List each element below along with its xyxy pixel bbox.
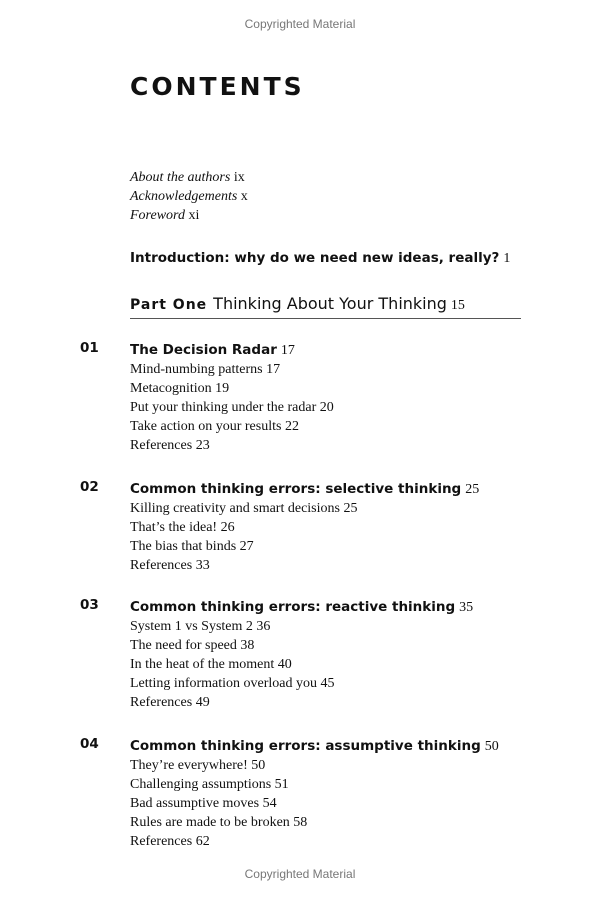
chapter-01 xyxy=(80,340,540,455)
toc-entry: References 49 xyxy=(130,695,210,710)
chapter-number: 04 xyxy=(80,736,99,752)
toc-entry: Metacognition 19 xyxy=(130,381,230,396)
toc-entry: References 62 xyxy=(130,834,210,849)
toc-entry: In the heat of the moment 40 xyxy=(130,657,292,672)
toc-entry: Killing creativity and smart decisions 25 xyxy=(130,501,358,516)
toc-entry: Take action on your results 22 xyxy=(130,419,299,434)
chapter-04 xyxy=(80,736,540,851)
toc-entry: References 33 xyxy=(130,558,210,573)
toc-entry: They’re everywhere! 50 xyxy=(130,758,266,773)
chapter-title: Common thinking errors: assumptive thinking 50 xyxy=(130,738,499,754)
toc-entry: Put your thinking under the radar 20 xyxy=(130,400,334,415)
intro-entry: Introduction: why do we need new ideas, really? 1 xyxy=(130,250,511,266)
chapter-number: 03 xyxy=(80,597,99,613)
toc-entry: Challenging assumptions 51 xyxy=(130,777,289,792)
chapter-title: The Decision Radar 17 xyxy=(130,342,295,358)
watermark-bottom: Copyrighted Material xyxy=(244,867,356,881)
toc-entry: Foreword xi xyxy=(130,208,200,223)
chapter-title: Common thinking errors: selective thinking 25 xyxy=(130,481,480,497)
toc-entry: System 1 vs System 2 36 xyxy=(130,619,271,634)
toc-entry: Mind-numbing patterns 17 xyxy=(130,362,281,377)
chapter-02 xyxy=(80,479,540,575)
chapter-03 xyxy=(80,597,540,712)
front-matter xyxy=(130,168,248,225)
page-title: CONTENTS xyxy=(130,72,305,101)
chapter-title: Common thinking errors: reactive thinking 35 xyxy=(130,599,474,615)
toc-entry: That’s the idea! 26 xyxy=(130,520,235,535)
watermark-top: Copyrighted Material xyxy=(244,17,356,31)
toc-entry: Acknowledgements x xyxy=(130,189,248,204)
part-heading: Part One Thinking About Your Thinking 15 xyxy=(130,294,521,319)
toc-entry: About the authors ix xyxy=(130,170,245,185)
toc-entry: Bad assumptive moves 54 xyxy=(130,796,277,811)
toc-entry: Letting information overload you 45 xyxy=(130,676,335,691)
toc-entry: Rules are made to be broken 58 xyxy=(130,815,308,830)
toc-entry: References 23 xyxy=(130,438,210,453)
chapter-number: 02 xyxy=(80,479,99,495)
chapter-number: 01 xyxy=(80,340,99,356)
toc-entry: The need for speed 38 xyxy=(130,638,255,653)
toc-entry: The bias that binds 27 xyxy=(130,539,254,554)
